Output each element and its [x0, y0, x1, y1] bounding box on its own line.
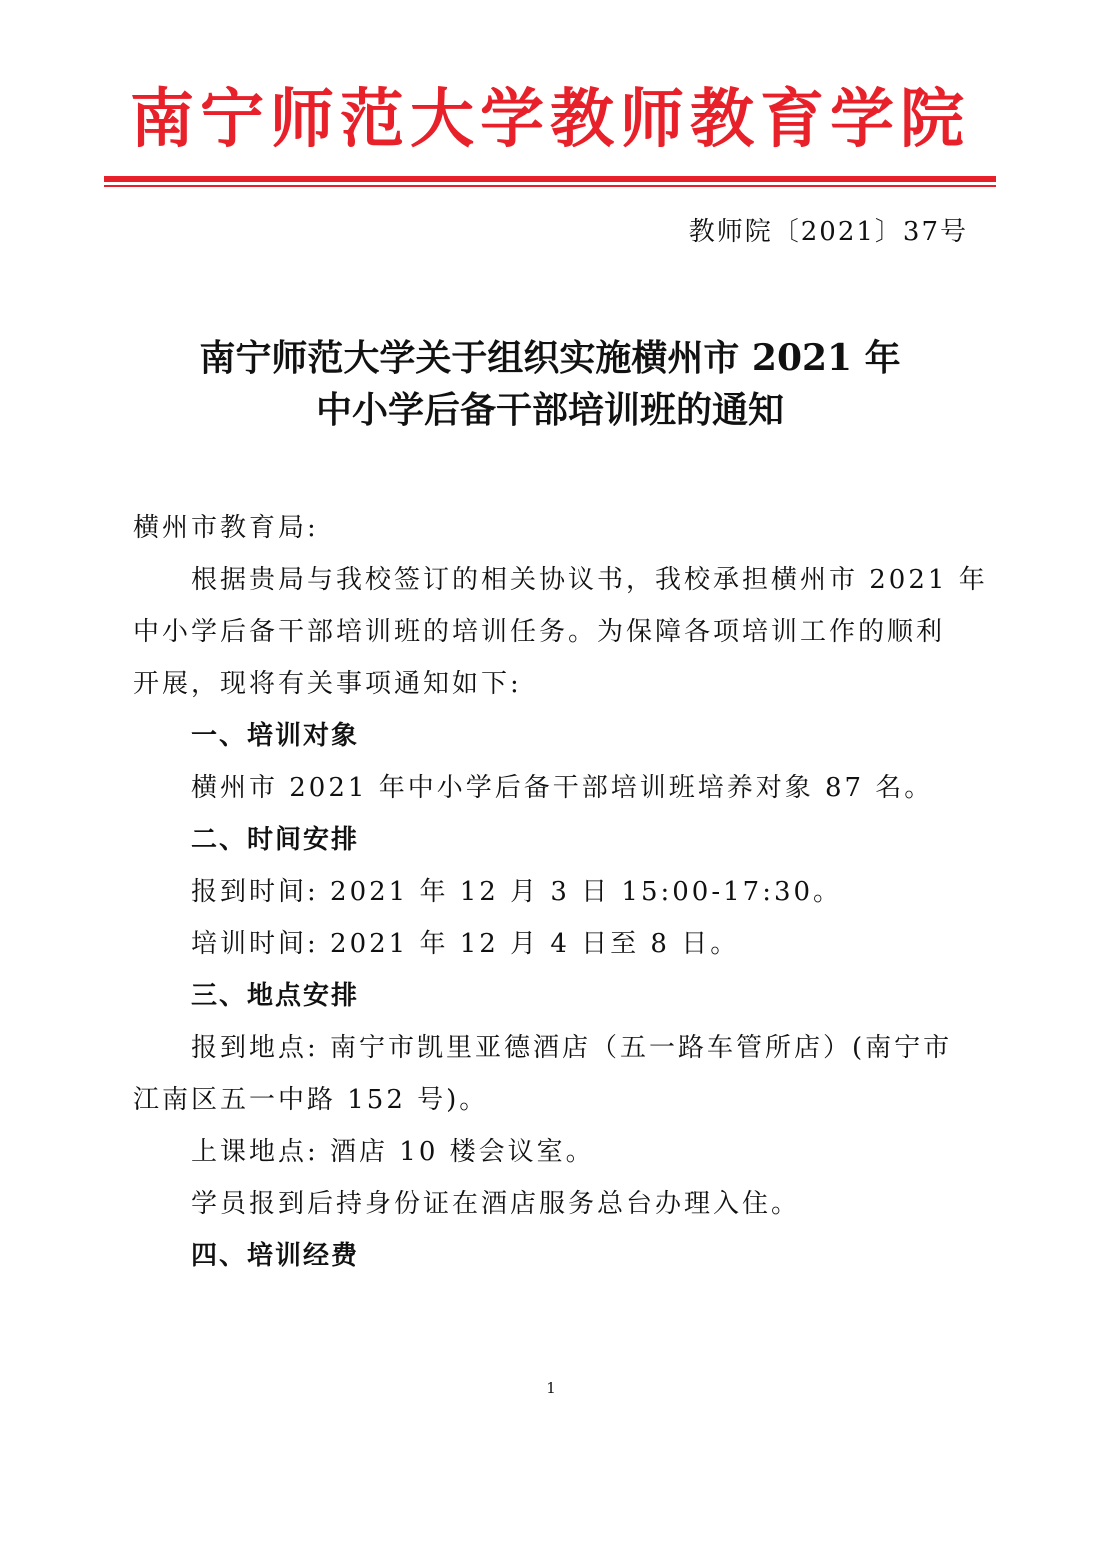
- section-heading-4: 四、培训经费: [191, 1241, 360, 1271]
- notice-title-line-2: 中小学后备干部培训班的通知: [315, 389, 784, 431]
- notice-title-line-1: 南宁师范大学关于组织实施横州市 2021 年: [199, 337, 901, 379]
- section-3-line-3: 上课地点: 酒店 10 楼会议室。: [191, 1137, 595, 1167]
- addressee: 横州市教育局:: [133, 513, 319, 543]
- letterhead-rule-thin: [104, 185, 996, 187]
- intro-line-3: 开展，现将有关事项通知如下:: [133, 669, 522, 699]
- letterhead-title: 南宁师范大学教师教育学院: [130, 83, 970, 157]
- intro-line-1: 根据贵局与我校签订的相关协议书，我校承担横州市 2021 年: [191, 565, 988, 595]
- section-3-line-4: 学员报到后持身份证在酒店服务总台办理入住。: [191, 1189, 801, 1219]
- section-3-line-1: 报到地点: 南宁市凯里亚德酒店（五一路车管所店）(南宁市: [191, 1033, 953, 1063]
- letterhead-rule-thick: [104, 176, 996, 182]
- section-heading-2: 二、时间安排: [191, 825, 360, 855]
- section-2-line-2: 培训时间: 2021 年 12 月 4 日至 8 日。: [191, 929, 740, 959]
- document-number: 教师院〔2021〕37号: [688, 217, 968, 247]
- section-3-line-2: 江南区五一中路 152 号)。: [133, 1085, 489, 1115]
- section-2-line-1: 报到时间: 2021 年 12 月 3 日 15:00-17:30。: [191, 877, 843, 907]
- section-heading-1: 一、培训对象: [191, 721, 360, 751]
- section-heading-3: 三、地点安排: [191, 981, 360, 1011]
- page-number: 1: [546, 1379, 556, 1397]
- intro-line-2: 中小学后备干部培训班的培训任务。为保障各项培训工作的顺利: [133, 617, 946, 647]
- section-1-line-1: 横州市 2021 年中小学后备干部培训班培养对象 87 名。: [191, 773, 934, 803]
